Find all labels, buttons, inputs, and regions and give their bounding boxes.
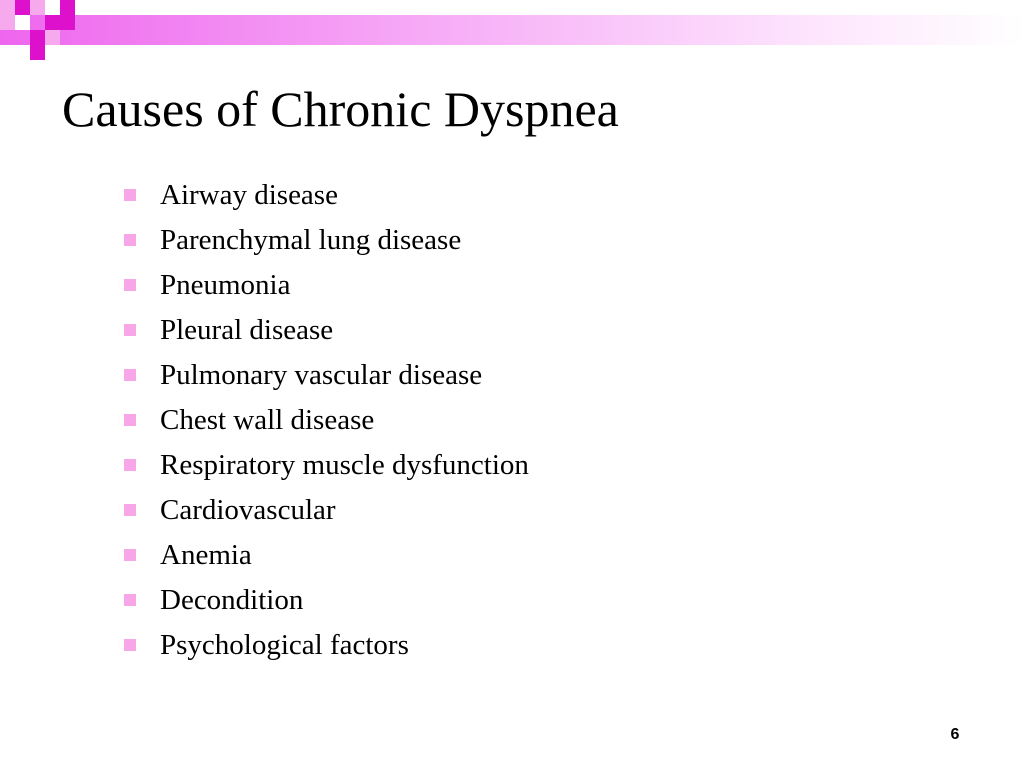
checker-square	[45, 30, 60, 45]
square-bullet-icon	[124, 459, 136, 471]
checker-square	[15, 0, 30, 15]
square-bullet-icon	[124, 369, 136, 381]
bullet-text: Psychological factors	[160, 629, 409, 661]
square-bullet-icon	[124, 594, 136, 606]
bullet-text: Cardiovascular	[160, 494, 336, 526]
checker-square	[15, 15, 30, 30]
checker-square	[0, 0, 15, 15]
square-bullet-icon	[124, 279, 136, 291]
square-bullet-icon	[124, 234, 136, 246]
page-number: 6	[950, 726, 960, 743]
square-bullet-icon	[124, 549, 136, 561]
checker-square	[30, 30, 45, 45]
decorative-header-band	[0, 15, 1024, 45]
bullet-text: Parenchymal lung disease	[160, 224, 462, 256]
bullet-text: Anemia	[160, 539, 252, 571]
bullet-text: Chest wall disease	[160, 404, 375, 436]
checker-square	[60, 0, 75, 15]
bullet-text: Pleural disease	[160, 314, 334, 346]
bullet-text: Respiratory muscle dysfunction	[160, 449, 529, 481]
checker-square	[45, 15, 60, 30]
checker-square	[0, 15, 15, 30]
square-bullet-icon	[124, 639, 136, 651]
checker-square	[30, 0, 45, 15]
square-bullet-icon	[124, 189, 136, 201]
slide-title: Causes of Chronic Dyspnea	[62, 81, 619, 137]
bullet-text: Pneumonia	[160, 269, 291, 301]
square-bullet-icon	[124, 324, 136, 336]
square-bullet-icon	[124, 414, 136, 426]
bullet-text: Decondition	[160, 584, 304, 616]
checker-square	[60, 15, 75, 30]
checker-square	[30, 45, 45, 60]
square-bullet-icon	[124, 504, 136, 516]
bullet-text: Pulmonary vascular disease	[160, 359, 483, 391]
bullet-text: Airway disease	[160, 179, 338, 211]
